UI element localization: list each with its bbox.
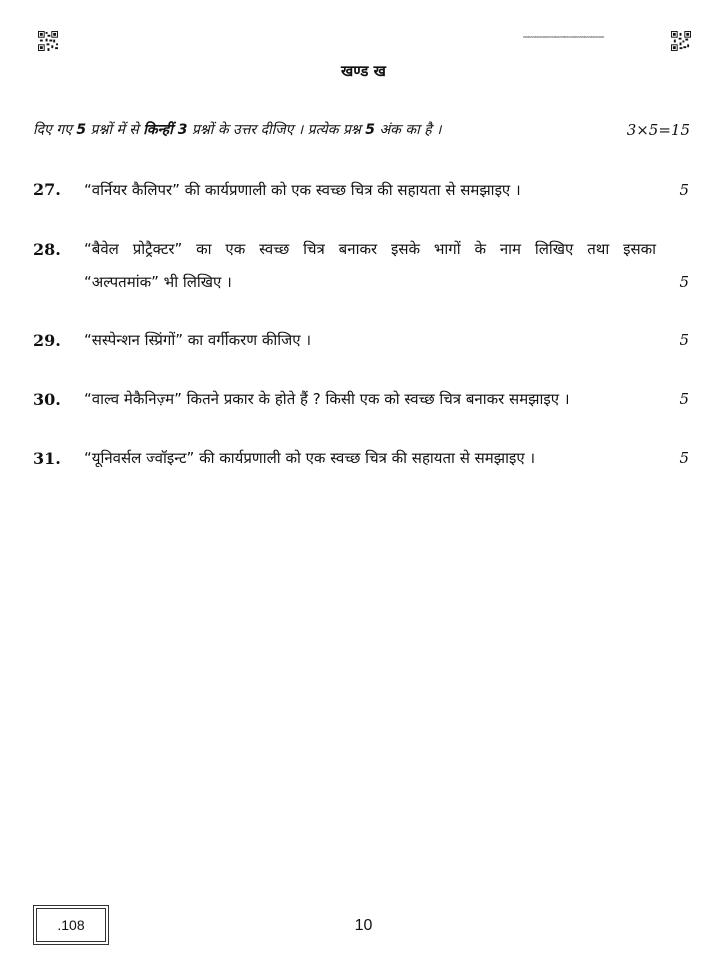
question-marks: 5 [679, 449, 689, 467]
question-text: “वाल्व मेकैनिज़्म” कितने प्रकार के होते हैं ? किसी एक को स्वच्छ चित्र बनाकर समझाइए । [84, 390, 570, 408]
question-number: 28. [33, 240, 61, 259]
paper-code: .108 [57, 917, 85, 933]
question-marks: 5 [679, 331, 689, 349]
question-marks: 5 [679, 390, 689, 408]
question-number: 29. [33, 331, 61, 350]
question-number: 27. [33, 180, 61, 199]
question-text-continued: “अल्पतमांक” भी लिखिए । [84, 273, 232, 291]
question-number: 31. [33, 449, 61, 468]
qr-code-left-icon [38, 31, 58, 51]
question-text: “यूनिवर्सल ज्वॉइन्ट” की कार्यप्रणाली को एक स्वच्छ चित्र की सहायता से समझाइए । [84, 449, 536, 467]
question-marks: 5 [679, 181, 689, 199]
question-text: “बैवेल प्रोट्रैक्टर” का एक स्वच्छ चित्र बनाकर इसके भागों के नाम लिखिए तथा इसका [84, 240, 656, 258]
question-marks: 5 [679, 273, 689, 291]
instruction-text: दिए गए 5 प्रश्नों में से किन्हीं 3 प्रश्नों के उत्तर दीजिए । प्रत्येक प्रश्न 5 अंक का है । [33, 122, 442, 138]
question-text: “वर्नियर कैलिपर” की कार्यप्रणाली को एक स्वच्छ चित्र की सहायता से समझाइए । [84, 181, 521, 199]
page-number: 10 [354, 917, 373, 934]
instruction-marks: 3×5=15 [626, 121, 690, 139]
qr-code-right-icon [671, 31, 691, 51]
question-number: 30. [33, 390, 61, 409]
question-text: “सस्पेन्शन स्प्रिंगों” का वर्गीकरण कीजिए । [84, 331, 312, 349]
header-code-strip: ИИИИИИИИИИИИИИИИИИИИИИИИИИИИИИИИИИИИИИИИИИИИИ [523, 35, 605, 39]
section-title: खण्ड ख [341, 62, 386, 80]
